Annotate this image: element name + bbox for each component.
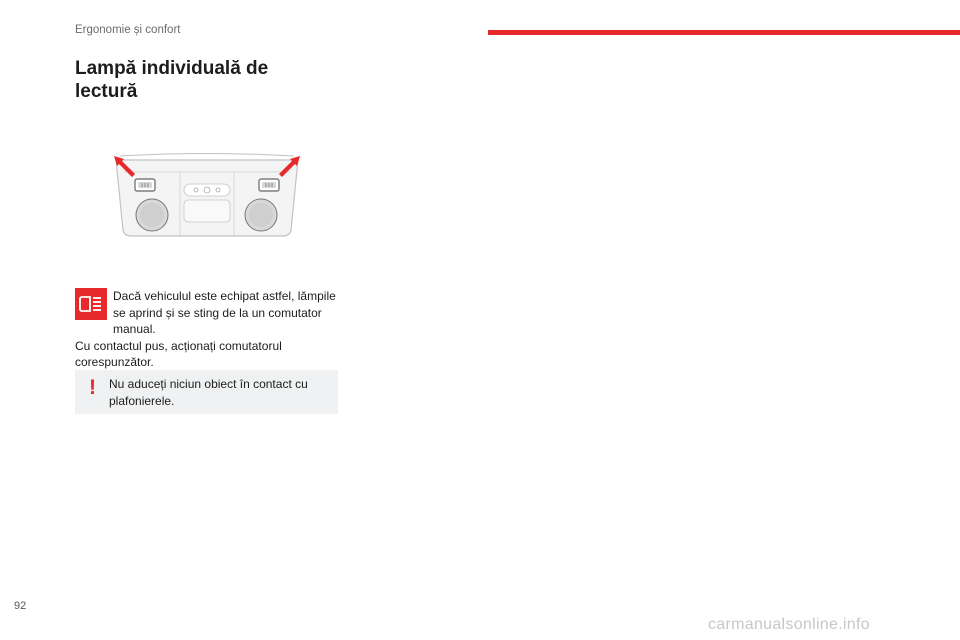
lamp-icon	[75, 288, 107, 320]
exclamation-icon: !	[89, 376, 96, 399]
page-number: 92	[14, 600, 27, 612]
header-section-title: Ergonomie și confort	[75, 24, 181, 36]
reading-lamp-illustration	[112, 150, 302, 242]
warning-text: Nu aduceți niciun obiect în contact cu plafonierele.	[109, 377, 308, 408]
watermark: carmanualsonline.info	[708, 616, 870, 633]
header-accent-bar	[488, 30, 960, 35]
page-title: Lampă individuală de lectură	[75, 58, 269, 102]
warning-box	[75, 370, 338, 414]
info-block	[75, 288, 340, 371]
info-text: Dacă vehiculul este echipat astfel, lămpile se aprind și se sting de la un comutator manual. Cu contactul pus, acționați comutatorul corespunzător.	[75, 289, 336, 369]
